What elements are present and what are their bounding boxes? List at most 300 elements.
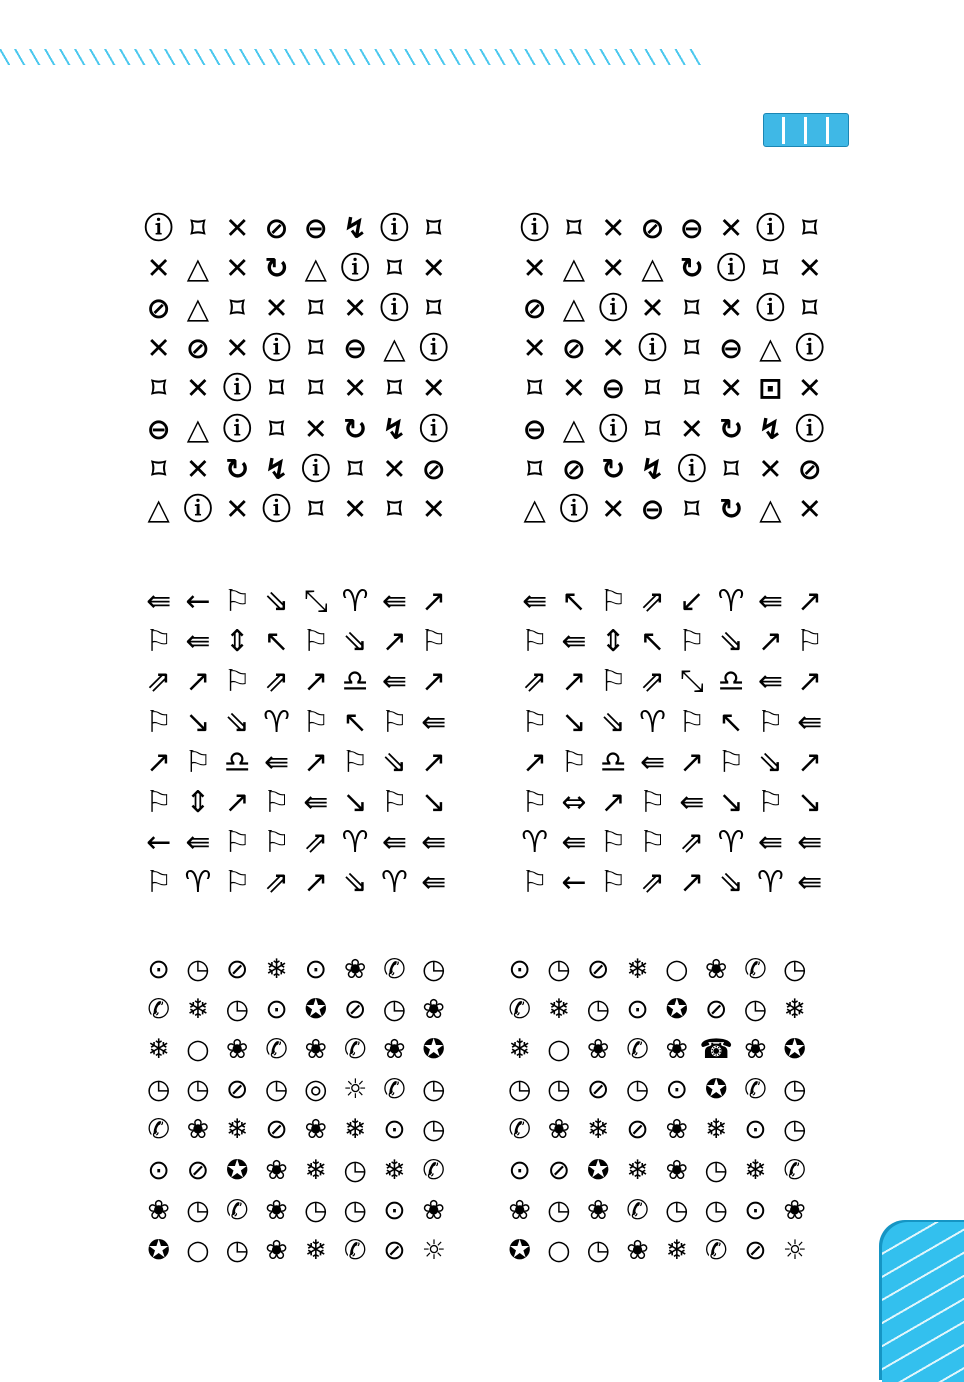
symbol-cell: ✪ bbox=[304, 993, 328, 1025]
symbol-cell: ⓘ bbox=[222, 411, 252, 446]
symbol-cell: ↗ bbox=[146, 744, 172, 780]
symbol-cell: ♈ bbox=[184, 865, 212, 901]
arrow-symbols-grid-left bbox=[139, 582, 453, 904]
symbol-cell: ⊘ bbox=[547, 1154, 571, 1186]
symbol-cell: ◎ bbox=[304, 1074, 328, 1106]
symbol-cell: ↗ bbox=[381, 624, 407, 660]
symbol-cell: ⊘ bbox=[522, 290, 547, 325]
symbol-cell: ♈ bbox=[341, 825, 369, 861]
symbol-cell: ⊘ bbox=[561, 331, 587, 366]
symbol-cell: ❀ bbox=[422, 993, 446, 1025]
symbol-cell: ❀ bbox=[422, 1194, 446, 1226]
symbol-cell: ❄ bbox=[508, 1033, 531, 1065]
symbol-cell: ⊘ bbox=[225, 953, 249, 985]
symbol-cell: ⓘ bbox=[262, 491, 292, 526]
symbol-cell: ✆ bbox=[626, 1033, 649, 1065]
symbol-cell: ✕ bbox=[421, 371, 446, 406]
symbol-cell: ◷ bbox=[782, 953, 807, 985]
symbol-cell: ✕ bbox=[421, 491, 446, 526]
symbol-cell: ⚐ bbox=[420, 624, 448, 660]
symbol-cell: ✕ bbox=[797, 371, 822, 406]
symbol-cell: ⓘ bbox=[262, 331, 292, 366]
symbol-cell: ↗ bbox=[797, 664, 823, 700]
symbol-cell: ↘ bbox=[797, 785, 823, 821]
symbol-cell: ⇚ bbox=[561, 624, 587, 660]
symbol-cell: ↯ bbox=[382, 411, 407, 446]
symbol-cell: ⊙ bbox=[147, 953, 170, 985]
symbol-cell: ⓘ bbox=[559, 491, 589, 526]
symbol-cell: ⊖ bbox=[640, 491, 665, 526]
symbol-cell: ⊙ bbox=[265, 993, 288, 1025]
symbol-cell: ⇚ bbox=[303, 785, 329, 821]
symbol-cell: ◷ bbox=[625, 1074, 650, 1106]
symbol-cell: ⌑ bbox=[644, 371, 661, 406]
symbol-cell: ◷ bbox=[304, 1194, 328, 1226]
symbol-cell: ⚐ bbox=[639, 785, 666, 821]
symbol-cell: ☼ bbox=[782, 1234, 807, 1266]
symbol-cell: ↘ bbox=[421, 785, 447, 821]
symbol-cell: ↗ bbox=[797, 744, 823, 780]
symbol-cell: ⌑ bbox=[386, 371, 403, 406]
symbol-cell: ⓘ bbox=[301, 451, 331, 486]
symbol-cell: ⊘ bbox=[704, 993, 728, 1025]
symbol-cell: ⚐ bbox=[796, 624, 824, 660]
symbol-cell: ◷ bbox=[186, 1074, 210, 1106]
symbol-cell: ♈ bbox=[521, 825, 549, 861]
symbol-cell: ↗ bbox=[797, 584, 823, 620]
symbol-cell: ⊘ bbox=[744, 1234, 767, 1266]
symbol-cell: ⊘ bbox=[797, 451, 822, 486]
symbol-cell: ⊡ bbox=[758, 371, 783, 406]
symbol-cell: ◷ bbox=[507, 1074, 532, 1106]
symbol-cell: ⇘ bbox=[718, 624, 744, 660]
symbol-cell: ◷ bbox=[343, 1194, 367, 1226]
symbol-cell: ⊙ bbox=[744, 1194, 767, 1226]
symbol-cell: ↖ bbox=[263, 624, 290, 660]
symbol-cell: ↗ bbox=[679, 744, 705, 780]
symbol-cell: ⇚ bbox=[757, 584, 783, 620]
symbol-cell: ❀ bbox=[508, 1194, 531, 1226]
symbol-cell: ◷ bbox=[264, 1074, 289, 1106]
symbol-cell: ⓘ bbox=[638, 331, 668, 366]
symbol-cell: ◷ bbox=[782, 1074, 807, 1106]
symbol-cell: ❀ bbox=[225, 1033, 249, 1065]
symbol-cell: ⇚ bbox=[421, 825, 447, 861]
symbol-cell: ✕ bbox=[561, 371, 587, 406]
symbol-cell: ○ bbox=[547, 1033, 571, 1065]
symbol-cell: ⇘ bbox=[342, 624, 368, 660]
symbol-cell: ◷ bbox=[782, 1114, 807, 1146]
symbol-cell: ⚐ bbox=[599, 664, 627, 700]
symbol-cell: ✕ bbox=[601, 331, 626, 366]
symbol-cell: ⓘ bbox=[379, 290, 409, 325]
symbol-cell: ⓘ bbox=[144, 210, 174, 245]
symbol-cell: ❀ bbox=[626, 1234, 649, 1266]
symbol-cell: ↗ bbox=[421, 664, 447, 700]
symbol-cell: △ bbox=[523, 491, 546, 526]
symbol-cell: ⇗ bbox=[679, 825, 705, 861]
symbol-cell: ↗ bbox=[185, 664, 211, 700]
page-badge bbox=[763, 113, 849, 147]
symbol-cell: ↘ bbox=[561, 704, 587, 740]
symbol-cell: ❀ bbox=[586, 1033, 610, 1065]
symbol-cell: ⓘ bbox=[677, 451, 707, 486]
symbol-cell: ↯ bbox=[758, 411, 783, 446]
symbol-cell: ❀ bbox=[547, 1114, 571, 1146]
symbol-cell: ✕ bbox=[342, 371, 368, 406]
symbol-cell: ✕ bbox=[758, 451, 783, 486]
symbol-cell: ↯ bbox=[640, 451, 665, 486]
symbol-cell: ⚐ bbox=[521, 865, 549, 901]
symbol-cell: ◷ bbox=[586, 993, 611, 1025]
symbol-cell: ⊖ bbox=[718, 331, 744, 366]
symbol-cell: ❀ bbox=[665, 1154, 689, 1186]
symbol-cell: ❄ bbox=[586, 1114, 610, 1146]
symbol-cell: △ bbox=[186, 290, 210, 325]
symbol-cell: ⊙ bbox=[665, 1074, 689, 1106]
symbol-cell: ⚐ bbox=[263, 785, 290, 821]
symbol-cell: ✆ bbox=[626, 1194, 649, 1226]
symbol-cell: ⓘ bbox=[755, 290, 785, 325]
symbol-cell: ⊙ bbox=[383, 1114, 406, 1146]
symbol-cell: ⊘ bbox=[586, 953, 610, 985]
symbol-cell: ⚐ bbox=[223, 664, 251, 700]
symbol-cell: △ bbox=[186, 250, 210, 285]
symbol-cell: ❀ bbox=[704, 953, 728, 985]
symbol-cell: ✕ bbox=[718, 210, 744, 245]
symbol-cell: ↗ bbox=[303, 664, 329, 700]
symbol-cell: ⚐ bbox=[302, 624, 330, 660]
symbol-cell: ✕ bbox=[601, 491, 626, 526]
symbol-cell: ✕ bbox=[342, 290, 368, 325]
symbol-cell: ⌑ bbox=[801, 290, 818, 325]
symbol-cell: ⇚ bbox=[679, 785, 705, 821]
symbol-cell: ◷ bbox=[547, 1194, 571, 1226]
symbol-cell: ⇗ bbox=[639, 865, 666, 901]
symbol-cell: ⇗ bbox=[263, 865, 290, 901]
symbol-cell: ⌑ bbox=[684, 331, 700, 366]
symbol-cell: ↖ bbox=[342, 704, 368, 740]
symbol-cell: ↻ bbox=[679, 250, 704, 285]
symbol-cell: ⌑ bbox=[347, 451, 363, 486]
symbol-cell: ❄ bbox=[665, 1234, 689, 1266]
symbol-cell: ◷ bbox=[704, 1194, 728, 1226]
symbol-cell: ❀ bbox=[147, 1194, 170, 1226]
badge-bar bbox=[782, 117, 785, 144]
symbol-cell: ⊖ bbox=[303, 210, 328, 245]
symbol-cell: ◷ bbox=[225, 993, 250, 1025]
symbol-cell: ⌑ bbox=[526, 451, 543, 486]
symbol-cell: ✪ bbox=[665, 993, 689, 1025]
symbol-cell: ✪ bbox=[508, 1234, 531, 1266]
symbol-cell: ✕ bbox=[718, 290, 744, 325]
symbol-cell: ✆ bbox=[783, 1154, 807, 1186]
symbol-cell: ⊘ bbox=[626, 1114, 649, 1146]
symbol-cell: ♈ bbox=[756, 865, 784, 901]
symbol-cell: ⇚ bbox=[146, 584, 172, 620]
symbol-cell: ⚐ bbox=[756, 785, 784, 821]
symbol-cell: ✕ bbox=[421, 250, 446, 285]
symbol-cell: ✪ bbox=[225, 1154, 249, 1186]
symbol-cell: ← bbox=[146, 825, 172, 861]
symbol-cell: ⚐ bbox=[145, 704, 173, 740]
symbol-cell: ⇚ bbox=[797, 704, 823, 740]
symbol-cell: ♈ bbox=[341, 584, 369, 620]
symbol-cell: ◷ bbox=[421, 1114, 446, 1146]
symbol-cell: ⌑ bbox=[229, 290, 246, 325]
symbol-cell: ⇚ bbox=[757, 825, 783, 861]
warning-symbols-grid-left bbox=[139, 208, 453, 530]
symbol-cell: ↻ bbox=[342, 411, 368, 446]
symbol-cell: ❄ bbox=[225, 1114, 249, 1146]
symbol-cell: ⚐ bbox=[263, 825, 290, 861]
symbol-cell: ❀ bbox=[783, 1194, 807, 1226]
symbol-cell: ⌑ bbox=[526, 371, 543, 406]
symbol-cell: ↙ bbox=[679, 584, 705, 620]
symbol-cell: ⚐ bbox=[678, 624, 706, 660]
symbol-cell: ✪ bbox=[586, 1154, 610, 1186]
symbol-cell: ♈ bbox=[717, 825, 745, 861]
misc-symbols-grid-left bbox=[139, 949, 453, 1271]
symbol-cell: ❄ bbox=[383, 1154, 406, 1186]
symbol-cell: ✕ bbox=[342, 491, 368, 526]
symbol-cell: ⇘ bbox=[263, 584, 290, 620]
symbol-cell: ✆ bbox=[508, 993, 531, 1025]
symbol-cell: ☼ bbox=[421, 1234, 446, 1266]
symbol-cell: ⊖ bbox=[601, 371, 626, 406]
symbol-cell: ⊙ bbox=[508, 953, 531, 985]
symbol-cell: ⓘ bbox=[419, 331, 449, 366]
symbol-cell: ✕ bbox=[797, 250, 822, 285]
symbol-cell: △ bbox=[562, 250, 586, 285]
symbol-cell: ⌑ bbox=[190, 210, 206, 245]
symbol-cell: ⌑ bbox=[425, 210, 442, 245]
symbol-cell: ◷ bbox=[186, 953, 210, 985]
symbol-cell: ⊖ bbox=[679, 210, 704, 245]
symbol-cell: ⇘ bbox=[757, 744, 783, 780]
symbol-cell: ⊘ bbox=[343, 993, 367, 1025]
symbol-cell: ↻ bbox=[225, 451, 250, 486]
symbol-cell: ⇘ bbox=[718, 865, 744, 901]
symbol-cell: ♎ bbox=[341, 664, 369, 700]
symbol-cell: ◷ bbox=[743, 993, 768, 1025]
symbol-cell: ↻ bbox=[718, 491, 744, 526]
symbol-cell: ♈ bbox=[263, 704, 290, 740]
symbol-cell: ○ bbox=[665, 953, 689, 985]
symbol-cell: △ bbox=[562, 290, 586, 325]
symbol-cell: ◷ bbox=[586, 1234, 611, 1266]
symbol-cell: ⚐ bbox=[560, 744, 588, 780]
symbol-cell: ⌑ bbox=[644, 411, 661, 446]
symbol-cell: ⇗ bbox=[522, 664, 548, 700]
symbol-cell: ☎ bbox=[699, 1033, 733, 1065]
symbol-cell: ⌑ bbox=[566, 210, 582, 245]
symbol-cell: ↗ bbox=[679, 865, 705, 901]
symbol-cell: ✆ bbox=[422, 1154, 446, 1186]
symbol-cell: ⚐ bbox=[599, 584, 627, 620]
symbol-cell: ❀ bbox=[265, 1194, 288, 1226]
symbol-cell: ⇗ bbox=[639, 664, 666, 700]
symbol-cell: ↖ bbox=[639, 624, 666, 660]
symbol-cell: △ bbox=[186, 411, 210, 446]
symbol-cell: ⊖ bbox=[146, 411, 171, 446]
badge-bar bbox=[804, 117, 807, 144]
symbol-cell: ❄ bbox=[744, 1154, 767, 1186]
symbol-cell: ⚐ bbox=[223, 584, 251, 620]
symbol-cell: ✕ bbox=[797, 491, 822, 526]
symbol-cell: ⇚ bbox=[797, 825, 823, 861]
symbol-cell: ⊘ bbox=[586, 1074, 610, 1106]
symbol-cell: ◷ bbox=[547, 953, 571, 985]
symbol-cell: ⇚ bbox=[263, 744, 290, 780]
symbol-cell: ⇚ bbox=[561, 825, 587, 861]
symbol-cell: ⚐ bbox=[223, 865, 251, 901]
symbol-cell: ✕ bbox=[522, 250, 547, 285]
symbol-cell: ✕ bbox=[225, 250, 250, 285]
symbol-cell: ⓘ bbox=[755, 210, 785, 245]
symbol-cell: ✕ bbox=[146, 250, 171, 285]
symbol-cell: △ bbox=[641, 250, 664, 285]
symbol-cell: ⓘ bbox=[379, 210, 409, 245]
symbol-cell: ⇚ bbox=[185, 825, 211, 861]
symbol-cell: ⊘ bbox=[146, 290, 171, 325]
symbol-cell: ⊘ bbox=[225, 1074, 249, 1106]
symbol-cell: ✆ bbox=[147, 993, 170, 1025]
badge-bar bbox=[826, 117, 829, 144]
symbol-cell: ✕ bbox=[185, 371, 211, 406]
corner-page-tab bbox=[882, 1222, 964, 1382]
symbol-cell: ⚐ bbox=[521, 624, 549, 660]
symbol-cell: ⌑ bbox=[386, 491, 403, 526]
symbol-cell: ✕ bbox=[146, 331, 171, 366]
symbol-cell: ✕ bbox=[225, 331, 250, 366]
symbol-cell: ↗ bbox=[561, 664, 587, 700]
symbol-cell: ⓘ bbox=[520, 210, 550, 245]
symbol-cell: ⇗ bbox=[303, 825, 329, 861]
symbol-cell: ⚐ bbox=[639, 825, 666, 861]
symbol-cell: ✕ bbox=[601, 210, 626, 245]
symbol-cell: ⚐ bbox=[341, 744, 369, 780]
symbol-cell: ✆ bbox=[744, 1074, 767, 1106]
symbol-cell: ⊘ bbox=[265, 1114, 288, 1146]
symbol-cell: ⊙ bbox=[626, 993, 649, 1025]
symbol-cell: ♎ bbox=[599, 744, 627, 780]
symbol-cell: ⊘ bbox=[561, 451, 587, 486]
symbol-cell: ↗ bbox=[224, 785, 250, 821]
symbol-cell: ✪ bbox=[704, 1074, 728, 1106]
symbol-cell: ⌑ bbox=[308, 331, 324, 366]
symbol-cell: ⓘ bbox=[340, 250, 370, 285]
misc-symbols-grid-right bbox=[500, 949, 814, 1271]
symbol-cell: ⌑ bbox=[762, 250, 779, 285]
symbol-cell: ⌑ bbox=[723, 451, 739, 486]
symbol-cell: ⇘ bbox=[600, 704, 626, 740]
symbol-cell: ⊖ bbox=[522, 411, 547, 446]
symbol-cell: ↘ bbox=[185, 704, 211, 740]
symbol-cell: ⚐ bbox=[756, 704, 784, 740]
symbol-cell: ⓘ bbox=[716, 250, 746, 285]
symbol-cell: ⊘ bbox=[383, 1234, 406, 1266]
symbol-cell: ⇚ bbox=[421, 865, 447, 901]
symbol-cell: ✆ bbox=[704, 1234, 728, 1266]
symbol-cell: ✕ bbox=[679, 411, 704, 446]
symbol-cell: ❄ bbox=[626, 953, 649, 985]
symbol-cell: ↗ bbox=[421, 584, 447, 620]
symbol-cell: ⌑ bbox=[150, 451, 167, 486]
symbol-cell: ↗ bbox=[303, 865, 329, 901]
symbol-cell: ✆ bbox=[225, 1194, 249, 1226]
symbol-cell: ⚐ bbox=[145, 624, 173, 660]
symbol-cell: ○ bbox=[547, 1234, 571, 1266]
symbol-cell: ↗ bbox=[421, 744, 447, 780]
symbol-cell: ♎ bbox=[717, 664, 745, 700]
symbol-cell: ◷ bbox=[146, 1074, 171, 1106]
symbol-cell: ✕ bbox=[303, 411, 328, 446]
symbol-cell: ❀ bbox=[186, 1114, 210, 1146]
symbol-cell: ⊙ bbox=[304, 953, 328, 985]
symbol-cell: ♈ bbox=[639, 704, 666, 740]
symbol-cell: ⓘ bbox=[183, 491, 213, 526]
symbol-cell: ⊘ bbox=[264, 210, 289, 245]
symbol-cell: ✆ bbox=[383, 953, 406, 985]
symbol-cell: ↯ bbox=[264, 451, 289, 486]
symbol-cell: ❄ bbox=[186, 993, 210, 1025]
symbol-cell: ⚐ bbox=[599, 825, 627, 861]
symbol-cell: ↗ bbox=[600, 785, 626, 821]
symbol-cell: ✕ bbox=[225, 210, 250, 245]
symbol-cell: ❄ bbox=[265, 953, 288, 985]
symbol-cell: ⇗ bbox=[639, 584, 666, 620]
symbol-cell: ❀ bbox=[304, 1114, 328, 1146]
symbol-cell: ⌑ bbox=[268, 371, 285, 406]
symbol-cell: ⊙ bbox=[508, 1154, 531, 1186]
symbol-cell: ⊘ bbox=[185, 331, 211, 366]
symbol-cell: ❄ bbox=[304, 1234, 328, 1266]
symbol-cell: ✆ bbox=[383, 1074, 406, 1106]
symbol-cell: ⇚ bbox=[185, 624, 211, 660]
symbol-cell: ✆ bbox=[508, 1114, 531, 1146]
symbol-cell: ◷ bbox=[186, 1194, 210, 1226]
symbol-cell: ⇕ bbox=[600, 624, 626, 660]
symbol-cell: ⚐ bbox=[521, 785, 549, 821]
symbol-cell: ⇚ bbox=[639, 744, 666, 780]
symbol-cell: ⇚ bbox=[381, 664, 407, 700]
top-stripe-decoration bbox=[0, 49, 702, 65]
symbol-cell: ↘ bbox=[718, 785, 744, 821]
symbol-cell: ◷ bbox=[382, 993, 407, 1025]
symbol-cell: ⇚ bbox=[522, 584, 548, 620]
symbol-cell: ⚐ bbox=[380, 785, 408, 821]
symbol-cell: △ bbox=[562, 411, 586, 446]
symbol-cell: ⚐ bbox=[302, 704, 330, 740]
symbol-cell: ♈ bbox=[380, 865, 408, 901]
symbol-cell: ↖ bbox=[561, 584, 587, 620]
symbol-cell: ◷ bbox=[421, 1074, 446, 1106]
symbol-cell: ✆ bbox=[147, 1114, 170, 1146]
symbol-cell: ✆ bbox=[265, 1033, 288, 1065]
symbol-cell: ↗ bbox=[757, 624, 783, 660]
symbol-cell: ⊘ bbox=[640, 210, 665, 245]
symbol-cell: ◷ bbox=[547, 1074, 571, 1106]
symbol-cell: ✆ bbox=[744, 953, 767, 985]
symbol-cell: ⓘ bbox=[795, 331, 825, 366]
symbol-cell: ⇕ bbox=[224, 624, 250, 660]
symbol-cell: ⚐ bbox=[184, 744, 212, 780]
symbol-cell: ✆ bbox=[343, 1234, 367, 1266]
symbol-cell: ⚐ bbox=[678, 704, 706, 740]
symbol-cell: ⌑ bbox=[308, 371, 324, 406]
symbol-cell: ⌑ bbox=[684, 371, 700, 406]
